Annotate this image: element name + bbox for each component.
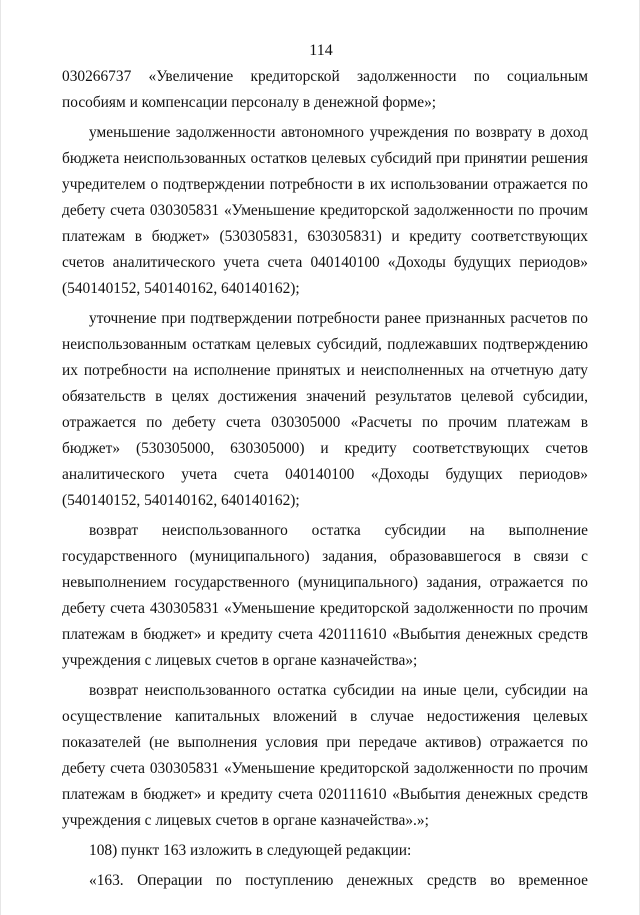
paragraph-continuation: 030266737 «Увеличение кредиторской задолженности по социальным пособиям и компенсации персоналу в денежной форме»; — [62, 68, 588, 111]
paragraph-state-task-return: возврат неиспользованного остатка субсидии на выполнение государственного (муниципального) задания, образовавшегося в связи с невыполнением государственного (муниципального) задания, отражается по дебету счета 430305831 «Уменьшение кредиторской задолженности по прочим платежам в бюджет» и кредиту счета 420111610 «Выбытия денежных средств учреждения с лицевых счетов в органе казначейства»; — [62, 522, 588, 669]
paragraph-other-purpose-return: возврат неиспользованного остатка субсидии на иные цели, субсидии на осуществление капитальных вложений в случае недостижения целевых показателей (не выполнения условия при передаче активов) отражается по дебету счета 030305831 «Уменьшение кредиторской задолженности по прочим платежам в бюджет» и кредиту счета 020111610 «Выбытия денежных средств учреждения с лицевых счетов в органе казначейства».»; — [62, 682, 588, 829]
paragraph-item-108: 108) пункт 163 изложить в следующей редакции: — [89, 842, 412, 859]
paragraph-autonomous-debt-reduction: уменьшение задолженности автономного учреждения по возврату в доход бюджета неиспользованных остатков целевых субсидий при принятии решения учредителем о подтверждении потребности в их использовании отражается по дебету счета 030305831 «Уменьшение кредиторской задолженности по прочим платежам в бюджет» (530305831, 630305831) и кредиту соответствующих счетов аналитического учета счета 040140100 «Доходы будущих периодов» (540140152, 540140162, 640140162); — [62, 124, 588, 297]
paragraph-item-163: «163. Операции по поступлению денежных средств во временное — [89, 872, 588, 889]
page-number: 114 — [309, 42, 333, 59]
document-body — [62, 64, 588, 898]
paragraph-clarification: уточнение при подтверждении потребности ранее признанных расчетов по неиспользованным остаткам целевых субсидий, подлежавших подтверждению их потребности на исполнение принятых и неисполненных на отчетную дату обязательств в целях достижения значений результатов целевой субсидии, отражается по дебету счета 030305000 «Расчеты по прочим платежам в бюджет» (530305000, 630305000) и кредиту соответствующих счетов аналитического учета счета 040140100 «Доходы будущих периодов» (540140152, 540140162, 640140162); — [62, 310, 588, 509]
